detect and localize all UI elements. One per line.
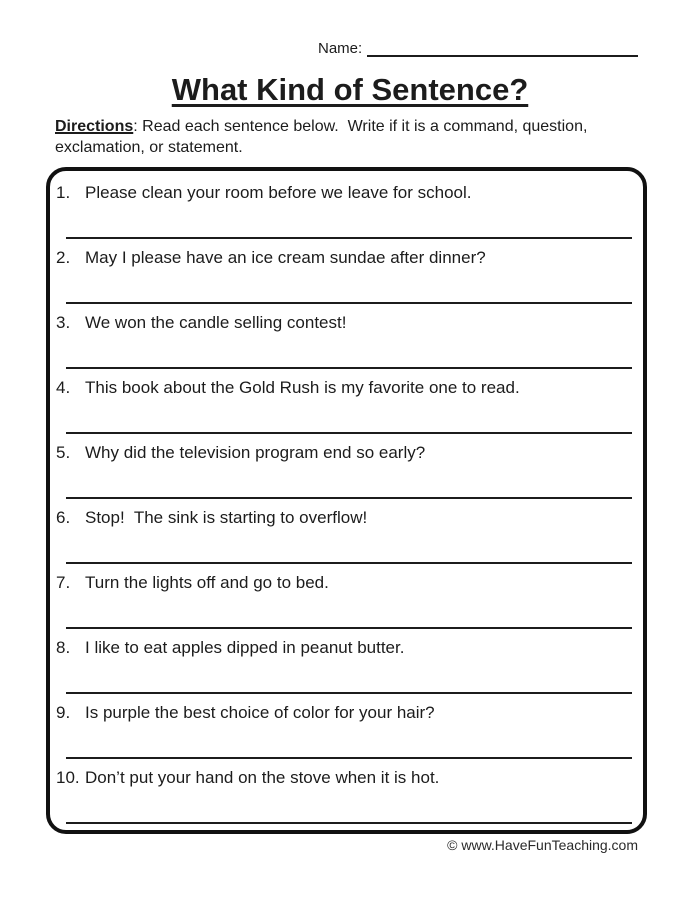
item-number: 8. xyxy=(56,638,71,657)
title-wrap xyxy=(0,72,700,108)
sentence-item-9 xyxy=(54,700,637,765)
directions xyxy=(55,116,635,158)
name-label: Name: xyxy=(318,40,363,57)
item-sentence: Don’t put your hand on the stove when it is hot. xyxy=(85,768,440,787)
sentence-text xyxy=(54,635,637,659)
answer-blank-line xyxy=(66,627,632,629)
item-number: 5. xyxy=(56,443,71,462)
item-sentence: Turn the lights off and go to bed. xyxy=(85,573,329,592)
sentence-text xyxy=(54,310,637,334)
sentence-text xyxy=(54,765,637,789)
footer-copyright: © www.HaveFunTeaching.com xyxy=(447,837,638,853)
sentence-item-8 xyxy=(54,635,637,700)
sentence-item-3 xyxy=(54,310,637,375)
item-sentence: Please clean your room before we leave for school. xyxy=(85,183,472,202)
answer-blank-line xyxy=(66,822,632,824)
item-number: 6. xyxy=(56,508,71,527)
item-number: 10. xyxy=(56,768,80,787)
name-row xyxy=(318,40,638,57)
item-sentence: Is purple the best choice of color for your hair? xyxy=(85,703,435,722)
sentence-box xyxy=(46,167,647,834)
sentence-item-7 xyxy=(54,570,637,635)
answer-blank-line xyxy=(66,562,632,564)
answer-blank-line xyxy=(66,692,632,694)
answer-blank-line xyxy=(66,237,632,239)
item-number: 4. xyxy=(56,378,71,397)
item-sentence: I like to eat apples dipped in peanut butter. xyxy=(85,638,405,657)
sentence-text xyxy=(54,375,637,399)
answer-blank-line xyxy=(66,432,632,434)
sentence-item-10 xyxy=(54,765,637,830)
directions-label: Directions xyxy=(55,118,134,135)
sentence-text xyxy=(54,505,637,529)
item-sentence: Why did the television program end so early? xyxy=(85,443,426,462)
sentence-text xyxy=(54,700,637,724)
item-number: 9. xyxy=(56,703,71,722)
answer-blank-line xyxy=(66,497,632,499)
item-number: 7. xyxy=(56,573,71,592)
item-sentence: This book about the Gold Rush is my favorite one to read. xyxy=(85,378,520,397)
directions-text: : Read each sentence below. Write if it is a command, question, exclamation, or statement. xyxy=(55,118,592,156)
item-sentence: Stop! The sink is starting to overflow! xyxy=(85,508,368,527)
sentence-item-2 xyxy=(54,245,637,310)
sentence-item-5 xyxy=(54,440,637,505)
item-number: 2. xyxy=(56,248,71,267)
sentence-text xyxy=(54,440,637,464)
item-number: 3. xyxy=(56,313,71,332)
item-number: 1. xyxy=(56,183,71,202)
answer-blank-line xyxy=(66,367,632,369)
sentence-text xyxy=(54,245,637,269)
page-title: What Kind of Sentence? xyxy=(171,72,529,107)
answer-blank-line xyxy=(66,757,632,759)
sentence-item-4 xyxy=(54,375,637,440)
item-sentence: May I please have an ice cream sundae after dinner? xyxy=(85,248,486,267)
name-blank-line xyxy=(367,41,638,57)
sentence-item-6 xyxy=(54,505,637,570)
sentence-text xyxy=(54,570,637,594)
sentence-item-1 xyxy=(54,180,637,245)
answer-blank-line xyxy=(66,302,632,304)
item-sentence: We won the candle selling contest! xyxy=(85,313,347,332)
sentence-text xyxy=(54,180,637,204)
